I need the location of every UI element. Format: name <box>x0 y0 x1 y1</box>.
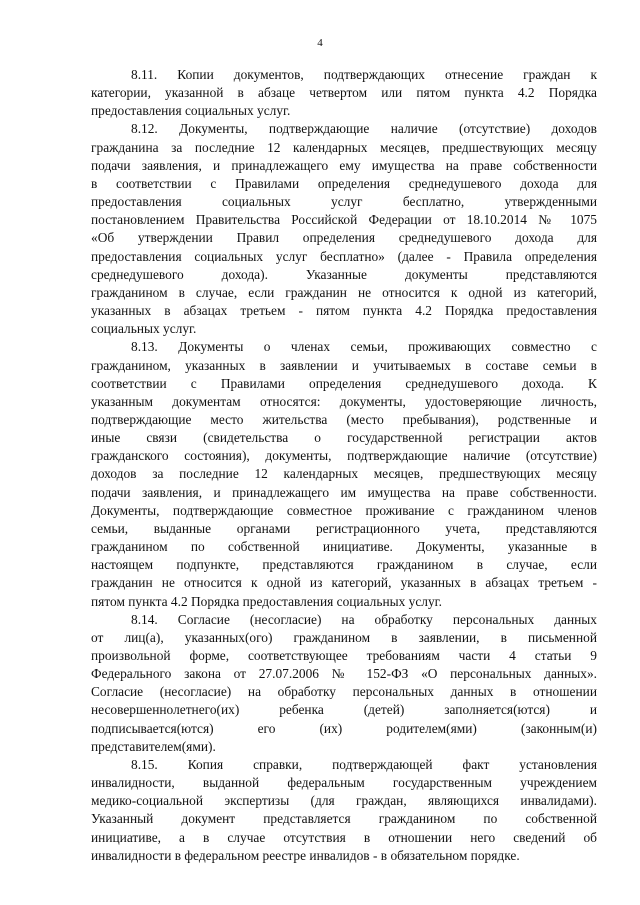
text-line: Указанный документ представляется гражданином по собственной <box>91 811 597 827</box>
text-line: настоящем подпункте, представляются гражданином в случае, если <box>91 557 597 573</box>
paragraph <box>91 611 597 756</box>
text-line: гражданина за последние 12 календарных месяцев, предшествующих месяцу <box>91 139 597 155</box>
text-line: указанных в абзацах третьем - пятом пункта 4.2 Порядка предоставления <box>91 303 597 319</box>
text-line: категории, указанной в абзаце четвертом или пятом пункта 4.2 Порядка <box>91 85 597 101</box>
text-line: инвалидности, выданной федеральным государственным учреждением <box>91 775 597 791</box>
text-line: 8.12. Документы, подтверждающие наличие (отсутствие) доходов <box>131 121 597 137</box>
text-line: гражданского состояния), документы, подтверждающие наличие (отсутствие) <box>91 448 597 464</box>
text-line: медико-социальной экспертизы (для граждан, являющихся инвалидами). <box>91 793 597 809</box>
text-line: предоставления социальных услуг бесплатно, утвержденными <box>91 194 597 210</box>
text-line: гражданином, указанных в заявлении и учитываемых в составе семьи в <box>91 357 597 373</box>
text-line: 8.15. Копия справки, подтверждающей факт установления <box>131 756 597 772</box>
paragraph <box>91 338 597 610</box>
document-body <box>91 66 597 865</box>
text-line: предоставления социальных услуг. <box>91 103 291 119</box>
text-line: от лиц(а), указанных(ого) гражданином в заявлении, в письменной <box>91 629 597 645</box>
text-line: подписывается(ются) его (их) родителем(ями) (законным(и) <box>91 720 597 736</box>
text-line: подачи заявления, и принадлежащего ему имущества на праве собственности <box>91 157 597 173</box>
text-line: гражданином в случае, если гражданин не относится к одной из категорий, <box>91 284 597 300</box>
text-line: 8.13. Документы о членах семьи, проживающих совместно с <box>131 339 597 355</box>
text-line: соответствии с Правилами определения среднедушевого дохода. К <box>91 375 597 391</box>
paragraph <box>91 66 597 120</box>
text-line: гражданин не относится к одной из категорий, указанных в абзацах третьем - <box>91 575 597 591</box>
text-line: подачи заявления, и принадлежащего им имущества на праве собственности. <box>91 484 597 500</box>
text-line: подтверждающие место жительства (место пребывания), родственные и <box>91 411 597 427</box>
text-line: среднедушевого дохода). Указанные документы представляются <box>91 266 597 282</box>
text-line: 8.14. Согласие (несогласие) на обработку персональных данных <box>131 611 597 627</box>
text-line: инициативе, а в случае отсутствия в отношении него сведений об <box>91 829 597 845</box>
text-line: предоставления социальных услуг бесплатно» (далее - Правила определения <box>91 248 597 264</box>
text-line: произвольной форме, соответствующее требованиям части 4 статьи 9 <box>91 648 597 663</box>
text-line: 8.11. Копии документов, подтверждающих отнесение граждан к <box>131 67 597 82</box>
text-line: пятом пункта 4.2 Порядка предоставления социальных услуг. <box>91 593 442 609</box>
text-line: «Об утверждении Правил определения среднедушевого дохода для <box>91 230 597 246</box>
text-line: Федерального закона от 27.07.2006 № 152-ФЗ «О персональных данных». <box>91 666 597 682</box>
text-line: семьи, выданные органами регистрационного учета, представляются <box>91 520 597 536</box>
text-line: в соответствии с Правилами определения среднедушевого дохода для <box>91 175 597 191</box>
paragraph <box>91 120 597 338</box>
text-line: инвалидности в федеральном реестре инвалидов - в обязательном порядке. <box>91 847 520 863</box>
text-line: несовершеннолетнего(их) ребенка (детей) заполняется(ются) и <box>91 702 597 718</box>
text-line: гражданином по собственной инициативе. Документы, указанные в <box>91 539 597 555</box>
text-line: Согласие (несогласие) на обработку персональных данных в отношении <box>91 684 597 700</box>
page-number: 4 <box>317 37 323 49</box>
text-line: Документы, подтверждающие совместное проживание с гражданином членов <box>91 502 597 518</box>
text-line: представителем(ями). <box>91 738 216 754</box>
text-line: постановлением Правительства Российской Федерации от 18.10.2014 № 1075 <box>91 212 597 228</box>
text-line: доходов за последние 12 календарных месяцев, предшествующих месяцу <box>91 466 597 482</box>
text-line: указанным документам относятся: документы, удостоверяющие личность, <box>91 393 597 409</box>
text-line: социальных услуг. <box>91 321 197 337</box>
paragraph <box>91 756 597 865</box>
text-line: иные связи (свидетельства о государственной регистрации актов <box>91 430 597 446</box>
